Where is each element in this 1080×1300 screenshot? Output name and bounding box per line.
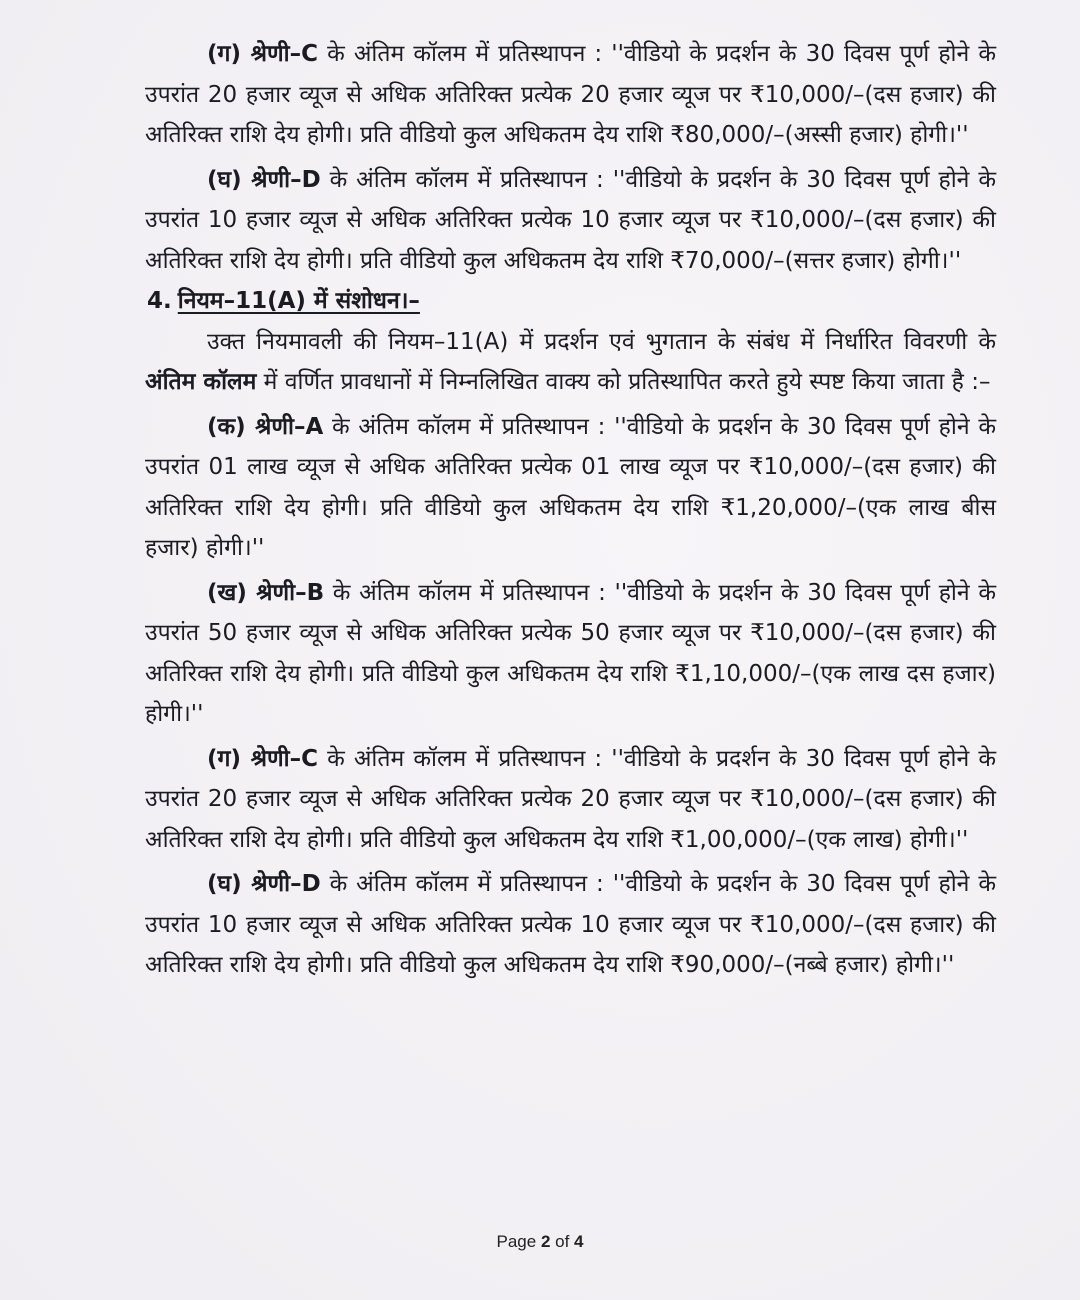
clause-text: के अंतिम कॉलम में प्रतिस्थापन : ''वीडियो के प्रदर्शन के 30 दिवस पूर्ण होने के उपरांत 50 हजार व्यूज से अधिक अतिरिक्त प्रत्येक 50 हजार व्यूज पर ₹10,000/–(दस हजार) की अतिरिक्त राशि देय होगी। प्रति वीडियो कुल अधिकतम देय राशि ₹1,10,000/–(एक लाख दस हजार) होगी।'' <box>145 579 996 727</box>
section-title: नियम–11(A) में संशोधन।– <box>177 288 420 314</box>
clause-gha-D <box>145 864 996 986</box>
page-footer <box>0 1232 1080 1252</box>
clause-text: के अंतिम कॉलम में प्रतिस्थापन : ''वीडियो के प्रदर्शन के 30 दिवस पूर्ण होने के उपरांत 01 लाख व्यूज से अधिक अतिरिक्त प्रत्येक 01 लाख व्यूज पर ₹10,000/–(दस हजार) की अतिरिक्त राशि देय होगी। प्रति वीडियो कुल अधिकतम देय राशि ₹1,20,000/–(एक लाख बीस हजार) होगी।'' <box>145 413 996 561</box>
clause-label: (घ) श्रेणी–D <box>207 871 321 897</box>
clause-ga-C <box>145 739 996 861</box>
clause-label: (ग) श्रेणी–C <box>207 41 319 67</box>
clause-label: (क) श्रेणी–A <box>207 413 324 440</box>
intro-bold: अंतिम कॉलम <box>145 369 257 395</box>
clause-label: (घ) श्रेणी–D <box>207 166 321 193</box>
intro-start: उक्त नियमावली की नियम–11(A) में प्रदर्शन एवं भुगतान के संबंध में निर्धारित विवरणी के <box>207 328 996 355</box>
clause-text: के अंतिम कॉलम में प्रतिस्थापन : ''वीडियो के प्रदर्शन के 30 दिवस पूर्ण होने के उपरांत 20 हजार व्यूज से अधिक अतिरिक्त प्रत्येक 20 हजार व्यूज पर ₹10,000/–(दस हजार) की अतिरिक्त राशि देय होगी। प्रति वीडियो कुल अधिकतम देय राशि ₹1,00,000/–(एक लाख) होगी।'' <box>145 745 996 853</box>
footer-prefix: Page <box>496 1232 541 1251</box>
clause-ga-C-previous <box>145 34 996 156</box>
section-heading <box>147 281 996 322</box>
footer-middle: of <box>550 1232 575 1251</box>
clause-text: के अंतिम कॉलम में प्रतिस्थापन : ''वीडियो के प्रदर्शन के 30 दिवस पूर्ण होने के उपरांत 10 हजार व्यूज से अधिक अतिरिक्त प्रत्येक 10 हजार व्यूज पर ₹10,000/–(दस हजार) की अतिरिक्त राशि देय होगी। प्रति वीडियो कुल अधिकतम देय राशि ₹70,000/–(सत्तर हजार) होगी।'' <box>145 166 996 274</box>
clause-label: (ख) श्रेणी–B <box>207 579 325 606</box>
section-intro <box>145 322 996 403</box>
clause-ka-A <box>145 407 996 569</box>
clause-gha-D-previous <box>145 160 996 282</box>
clause-kha-B <box>145 573 996 735</box>
intro-end: में वर्णित प्रावधानों में निम्नलिखित वाक्य को प्रतिस्थापित करते हुये स्पष्ट किया जाता है :– <box>256 369 991 395</box>
clause-label: (ग) श्रेणी–C <box>207 745 319 772</box>
clause-text: के अंतिम कॉलम में प्रतिस्थापन : ''वीडियो के प्रदर्शन के 30 दिवस पूर्ण होने के उपरांत 20 हजार व्यूज से अधिक अतिरिक्त प्रत्येक 20 हजार व्यूज पर ₹10,000/–(दस हजार) की अतिरिक्त राशि देय होगी। प्रति वीडियो कुल अधिकतम देय राशि ₹80,000/–(अस्सी हजार) होगी।'' <box>145 41 996 148</box>
section-number: 4. <box>147 288 172 314</box>
clause-text: के अंतिम कॉलम में प्रतिस्थापन : ''वीडियो के प्रदर्शन के 30 दिवस पूर्ण होने के उपरांत 10 हजार व्यूज से अधिक अतिरिक्त प्रत्येक 10 हजार व्यूज पर ₹10,000/–(दस हजार) की अतिरिक्त राशि देय होगी। प्रति वीडियो कुल अधिकतम देय राशि ₹90,000/–(नब्बे हजार) होगी।'' <box>145 871 996 978</box>
footer-current-page: 2 <box>540 1232 551 1251</box>
footer-total-pages: 4 <box>574 1232 584 1251</box>
